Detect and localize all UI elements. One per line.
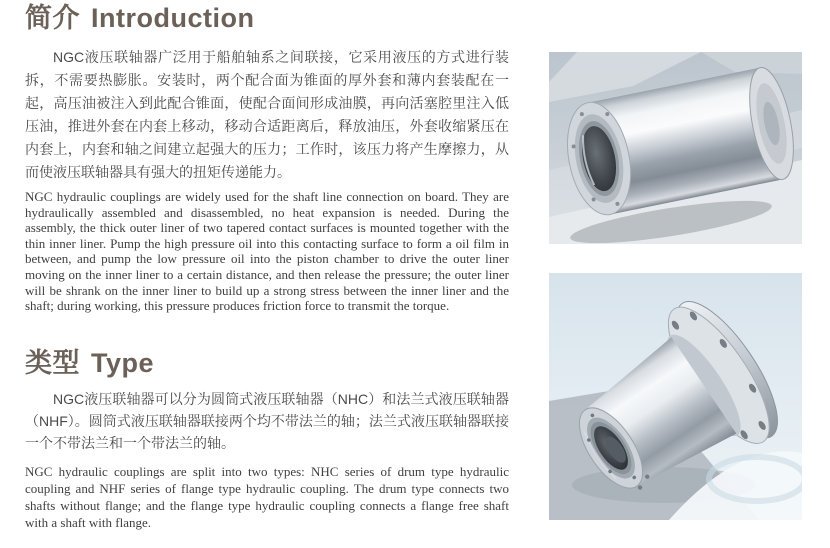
drum-coupling-render: [549, 52, 802, 244]
intro-heading: [25, 2, 509, 35]
type-heading-cn: 类型: [25, 347, 80, 378]
text-column: [25, 2, 509, 531]
flange-coupling-image: [549, 273, 802, 520]
type-paragraph-chinese: NGC液压联轴器可以分为圆筒式液压联轴器（NHC）和法兰式液压联轴器（NHF）。圆筒式液压联轴器联接两个均不带法兰的轴；法兰式液压联轴器联接一个不带法兰和一个带法兰的轴。: [25, 390, 509, 451]
intro-paragraph-chinese: NGC液压联轴器广泛用于船舶轴系之间联接，它采用液压的方式进行装拆，不需要热膨胀。安装时，两个配合面为锥面的厚外套和薄内套装配在一起，高压油被注入到此配合锥面，使配合面间形成油膜，再向活塞腔里注入低压油，推进外套在内套上移动，移动合适距离后，释放油压，外套收缩紧压在内套上，内套和轴之间建立起强大的压力；工作时，该压力将产生摩擦力，从而使液压联轴器具有强大的扭矩传递能力。: [25, 49, 509, 180]
intro-heading-en: Introduction: [91, 3, 255, 33]
type-paragraph-english: NGC hydraulic couplings are split into two types: NHC series of drum type hydraulic coupling and NHF series of flange type hydraulic coupling. The drum type connects two shafts without flange; and the flange type hydraulic coupling connects a flange free shaft with a shaft with flange.: [25, 463, 509, 530]
drum-coupling-image: [549, 52, 802, 244]
intro-paragraph-english: NGC hydraulic couplings are widely used for the shaft line connection on board. They are hydraulically assembled and disassembled, no heat expansion is needed. During the assembly, the thick outer liner of two tapered contact surfaces is mounted together with the thin inner liner. Pump the high pressure oil into this contacting surface to form a oil film in between, and pump the low pressure oil into the piston chamber to drive the outer liner moving on the inner liner to a certain distance, and then release the pressure; the outer liner will be shrank on the inner liner to build up a strong stress between the inner liner and the shaft; during working, this pressure produces friction force to transmit the torque.: [25, 189, 509, 314]
type-heading: [25, 347, 509, 380]
type-heading-en: Type: [91, 347, 155, 378]
intro-heading-cn: 简介: [25, 3, 80, 33]
flange-coupling-render: [549, 273, 802, 520]
